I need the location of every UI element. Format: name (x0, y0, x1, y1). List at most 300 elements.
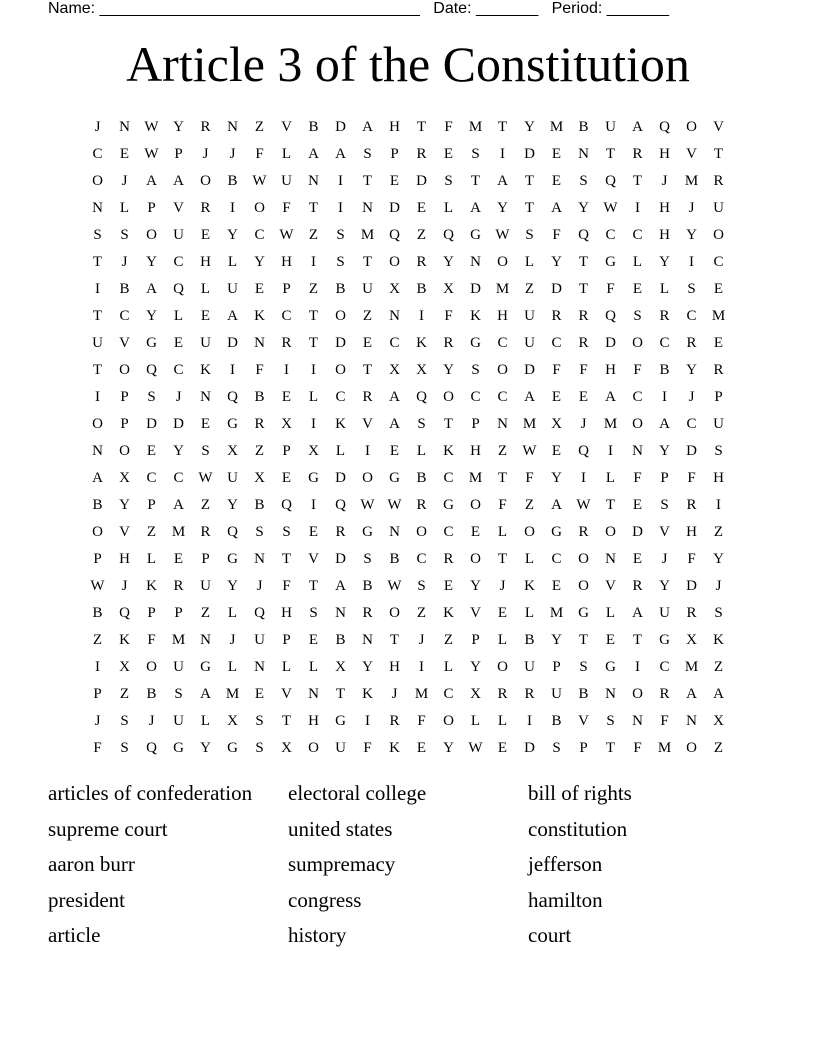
grid-letter: W (603, 200, 618, 216)
grid-letter: P (660, 470, 669, 486)
grid-letter: A (470, 200, 481, 216)
grid-letter: T (524, 173, 535, 189)
grid-letter: P (147, 200, 156, 216)
grid-letter: Q (146, 362, 157, 378)
grid-letter: F (444, 119, 453, 135)
grid-letter: R (362, 389, 373, 405)
grid-letter: R (281, 335, 292, 351)
word-bank-item: article (48, 923, 101, 947)
grid-letter: D (686, 578, 697, 594)
grid-letter: S (633, 308, 642, 324)
grid-letter: T (308, 308, 319, 324)
grid-letter: R (200, 119, 211, 135)
grid-letter: P (471, 416, 480, 432)
grid-letter: S (525, 227, 534, 243)
grid-letter: T (308, 578, 319, 594)
grid-letter: S (255, 713, 264, 729)
word-bank-item: jefferson (528, 852, 603, 876)
grid-letter: A (524, 389, 535, 405)
grid-letter: L (470, 713, 481, 729)
grid-letter: H (281, 605, 292, 621)
grid-letter: R (686, 335, 697, 351)
grid-letter: Q (227, 389, 238, 405)
word-bank-item: united states (288, 816, 393, 841)
grid-letter: F (633, 362, 642, 378)
grid-letter: S (606, 713, 615, 729)
grid-letter: W (522, 443, 537, 459)
grid-letter: Y (686, 362, 697, 378)
grid-letter: L (227, 254, 238, 270)
grid-letter: T (524, 200, 535, 216)
grid-letter: C (659, 335, 670, 351)
grid-letter: K (200, 362, 211, 378)
grid-letter: N (497, 416, 508, 432)
grid-letter: F (498, 497, 507, 513)
grid-letter: F (444, 308, 453, 324)
grid-letter: I (95, 389, 100, 405)
grid-letter: E (173, 551, 184, 567)
grid-letter: J (202, 146, 209, 162)
word-bank-item: supreme court (48, 816, 168, 841)
grid-letter: D (389, 200, 400, 216)
grid-letter: T (578, 632, 589, 648)
grid-letter: C (389, 335, 400, 351)
grid-letter: I (635, 200, 640, 216)
grid-letter: F (417, 713, 426, 729)
grid-letter: Z (416, 227, 427, 243)
grid-letter: O (443, 713, 454, 729)
grid-letter: N (389, 524, 400, 540)
grid-letter: N (308, 686, 319, 702)
grid-letter: L (146, 551, 157, 567)
grid-letter: R (416, 254, 427, 270)
grid-letter: T (632, 173, 643, 189)
grid-letter: P (579, 740, 588, 756)
grid-letter: B (362, 578, 373, 594)
grid-letter: N (92, 200, 103, 216)
grid-letter: K (119, 632, 130, 648)
grid-letter: X (227, 713, 238, 729)
grid-letter: D (173, 416, 184, 432)
grid-letter: Q (416, 389, 427, 405)
grid-letter: R (632, 146, 643, 162)
grid-letter: H (713, 470, 724, 486)
grid-letter: Y (200, 740, 211, 756)
grid-letter: B (335, 632, 346, 648)
grid-letter: A (605, 389, 616, 405)
grid-letter: M (495, 281, 510, 297)
grid-letter: S (363, 551, 372, 567)
grid-letter: F (282, 200, 291, 216)
grid-letter: R (254, 416, 265, 432)
grid-letter: L (416, 443, 427, 459)
grid-letter: Z (308, 227, 319, 243)
grid-letter: U (173, 713, 184, 729)
grid-row (84, 546, 732, 573)
worksheet-header (48, 0, 669, 18)
grid-letter: R (632, 578, 643, 594)
grid-letter: V (713, 119, 724, 135)
grid-letter: A (335, 578, 346, 594)
grid-letter: R (416, 146, 427, 162)
grid-letter: O (92, 416, 103, 432)
grid-letter: P (201, 551, 210, 567)
grid-letter: O (632, 416, 643, 432)
grid-letter: Y (443, 740, 454, 756)
grid-letter: U (524, 308, 535, 324)
grid-letter: C (470, 389, 481, 405)
grid-letter: I (311, 362, 316, 378)
grid-letter: J (148, 713, 155, 729)
grid-letter: T (497, 119, 508, 135)
grid-letter: P (93, 551, 102, 567)
grid-letter: C (605, 227, 616, 243)
grid-letter: E (200, 227, 211, 243)
grid-letter: C (92, 146, 103, 162)
grid-letter: L (308, 389, 319, 405)
grid-letter: O (119, 362, 130, 378)
grid-letter: T (362, 254, 373, 270)
grid-letter: N (605, 551, 616, 567)
grid-letter: G (551, 524, 562, 540)
grid-letter: L (497, 632, 508, 648)
grid-letter: Y (686, 227, 697, 243)
page-title: Article 3 of the Constitution (126, 36, 690, 92)
grid-letter: S (417, 416, 426, 432)
grid-letter: E (416, 740, 427, 756)
grid-letter: E (470, 524, 481, 540)
grid-letter: U (227, 470, 238, 486)
grid-letter: X (119, 470, 130, 486)
grid-letter: S (93, 227, 102, 243)
grid-letter: F (552, 227, 561, 243)
grid-letter: N (227, 119, 238, 135)
grid-letter: J (499, 578, 506, 594)
grid-letter: L (659, 281, 670, 297)
grid-letter: E (200, 416, 211, 432)
grid-letter: I (419, 308, 424, 324)
grid-letter: Y (551, 254, 562, 270)
grid-letter: T (497, 551, 508, 567)
grid-letter: U (659, 605, 670, 621)
grid-letter: K (362, 686, 373, 702)
grid-letter: G (335, 713, 346, 729)
grid-letter: S (120, 713, 129, 729)
grid-letter: B (335, 281, 346, 297)
grid-letter: B (254, 389, 265, 405)
grid-letter: L (308, 659, 319, 675)
grid-letter: Z (200, 497, 211, 513)
date-blank: _______ (475, 0, 539, 17)
grid-letter: Q (659, 119, 670, 135)
grid-letter: J (715, 578, 722, 594)
grid-letter: Y (470, 659, 481, 675)
grid-letter: L (524, 254, 535, 270)
grid-letter: U (254, 632, 265, 648)
grid-letter: I (311, 416, 316, 432)
grid-letter: D (335, 119, 346, 135)
grid-letter: S (120, 227, 129, 243)
word-bank (48, 778, 768, 956)
grid-row (84, 411, 732, 438)
grid-letter: X (443, 281, 454, 297)
grid-letter: Z (713, 659, 724, 675)
grid-letter: M (549, 119, 564, 135)
grid-letter: Y (254, 254, 265, 270)
grid-letter: C (551, 335, 562, 351)
grid-letter: C (173, 470, 184, 486)
grid-letter: K (470, 308, 481, 324)
grid-letter: Z (524, 497, 535, 513)
grid-letter: F (687, 470, 696, 486)
grid-letter: L (227, 605, 238, 621)
grid-letter: A (686, 686, 697, 702)
grid-letter: R (443, 335, 454, 351)
grid-letter: J (391, 686, 398, 702)
grid-letter: N (119, 119, 130, 135)
grid-letter: G (227, 416, 238, 432)
grid-letter: I (338, 200, 343, 216)
grid-letter: U (524, 335, 535, 351)
grid-letter: H (470, 443, 481, 459)
grid-letter: W (387, 497, 402, 513)
grid-letter: A (335, 146, 346, 162)
grid-letter: E (551, 146, 562, 162)
grid-letter: O (713, 227, 724, 243)
grid-letter: Y (173, 443, 184, 459)
grid-letter: R (686, 605, 697, 621)
grid-letter: M (684, 173, 699, 189)
grid-letter: C (632, 389, 643, 405)
grid-letter: E (497, 605, 508, 621)
grid-letter: B (92, 497, 103, 513)
grid-letter: G (443, 497, 454, 513)
grid-letter: O (497, 659, 508, 675)
grid-letter: H (281, 254, 292, 270)
grid-letter: C (335, 389, 346, 405)
grid-letter: L (335, 443, 346, 459)
grid-letter: I (662, 389, 667, 405)
grid-letter: B (524, 632, 535, 648)
grid-letter: X (686, 632, 697, 648)
grid-letter: O (389, 254, 400, 270)
grid-letter: E (713, 281, 724, 297)
grid-letter: V (605, 578, 616, 594)
grid-letter: U (335, 740, 346, 756)
grid-letter: J (418, 632, 425, 648)
grid-row (84, 114, 732, 141)
grid-letter: I (500, 146, 505, 162)
grid-letter: X (119, 659, 130, 675)
grid-letter: W (576, 497, 591, 513)
grid-letter: N (308, 173, 319, 189)
grid-letter: Y (659, 443, 670, 459)
grid-letter: T (389, 632, 400, 648)
grid-letter: R (200, 200, 211, 216)
grid-letter: H (119, 551, 130, 567)
grid-letter: F (363, 740, 372, 756)
grid-letter: E (254, 281, 265, 297)
grid-letter: U (227, 281, 238, 297)
grid-letter: Z (443, 632, 454, 648)
grid-letter: P (282, 281, 291, 297)
grid-letter: Q (578, 227, 589, 243)
grid-letter: X (416, 362, 427, 378)
grid-letter: S (417, 578, 426, 594)
grid-letter: M (225, 686, 240, 702)
grid-letter: W (144, 119, 159, 135)
grid-letter: O (92, 524, 103, 540)
grid-letter: B (119, 281, 130, 297)
grid-letter: G (308, 470, 319, 486)
grid-letter: R (659, 308, 670, 324)
grid-letter: P (147, 497, 156, 513)
grid-row (84, 519, 732, 546)
grid-letter: C (443, 524, 454, 540)
grid-letter: M (711, 308, 726, 324)
grid-letter: N (254, 551, 265, 567)
grid-letter: L (605, 605, 616, 621)
grid-letter: D (146, 416, 157, 432)
grid-letter: P (174, 146, 183, 162)
grid-letter: Y (659, 254, 670, 270)
grid-letter: C (443, 470, 454, 486)
grid-letter: H (605, 362, 616, 378)
grid-letter: G (605, 659, 616, 675)
grid-letter: K (443, 443, 454, 459)
grid-letter: I (581, 470, 586, 486)
grid-letter: N (254, 335, 265, 351)
grid-letter: T (92, 308, 103, 324)
grid-letter: L (443, 200, 454, 216)
grid-letter: E (362, 335, 373, 351)
grid-letter: S (579, 659, 588, 675)
grid-letter: L (281, 659, 292, 675)
date-label: Date: (433, 0, 472, 17)
grid-letter: J (661, 551, 668, 567)
grid-letter: Z (254, 443, 265, 459)
grid-letter: V (173, 200, 184, 216)
grid-letter: Z (146, 524, 157, 540)
grid-letter: A (632, 605, 643, 621)
grid-letter: T (281, 551, 292, 567)
grid-letter: S (660, 497, 669, 513)
grid-letter: R (713, 173, 724, 189)
grid-letter: W (279, 227, 294, 243)
grid-letter: E (578, 389, 589, 405)
grid-letter: W (252, 173, 267, 189)
grid-letter: R (524, 686, 535, 702)
grid-letter: G (362, 524, 373, 540)
grid-letter: X (713, 713, 724, 729)
grid-letter: C (551, 551, 562, 567)
grid-letter: Q (119, 605, 130, 621)
grid-letter: Q (335, 497, 346, 513)
grid-letter: E (173, 335, 184, 351)
grid-letter: O (335, 308, 346, 324)
grid-letter: R (416, 497, 427, 513)
grid-letter: O (470, 551, 481, 567)
grid-letter: B (254, 497, 265, 513)
grid-letter: J (94, 119, 101, 135)
grid-letter: Z (254, 119, 265, 135)
grid-letter: B (578, 686, 589, 702)
grid-letter: I (95, 281, 100, 297)
grid-letter: Y (578, 200, 589, 216)
grid-letter: Y (146, 254, 157, 270)
grid-letter: R (497, 686, 508, 702)
grid-letter: S (282, 524, 291, 540)
grid-letter: E (200, 308, 211, 324)
grid-letter: S (444, 173, 453, 189)
grid-letter: L (227, 659, 238, 675)
grid-letter: Y (659, 578, 670, 594)
grid-letter: C (254, 227, 265, 243)
grid-letter: E (551, 389, 562, 405)
grid-letter: O (605, 524, 616, 540)
grid-letter: L (173, 308, 184, 324)
grid-letter: I (311, 497, 316, 513)
word-bank-item: president (48, 887, 125, 912)
grid-letter: N (362, 632, 373, 648)
grid-letter: Y (443, 254, 454, 270)
grid-letter: P (552, 659, 561, 675)
grid-letter: D (335, 470, 346, 486)
grid-letter: A (362, 119, 373, 135)
grid-letter: C (497, 389, 508, 405)
grid-letter: G (389, 470, 400, 486)
grid-letter: T (605, 740, 616, 756)
grid-letter: D (335, 335, 346, 351)
grid-letter: L (605, 470, 616, 486)
grid-row (84, 681, 732, 708)
grid-letter: C (686, 416, 697, 432)
grid-letter: G (227, 740, 238, 756)
grid-letter: V (119, 335, 130, 351)
grid-letter: U (281, 173, 292, 189)
grid-letter: J (580, 416, 587, 432)
grid-letter: V (470, 605, 481, 621)
grid-letter: Q (605, 173, 616, 189)
grid-row (84, 168, 732, 195)
grid-letter: B (416, 281, 427, 297)
grid-letter: C (281, 308, 292, 324)
grid-letter: N (578, 146, 589, 162)
grid-letter: A (659, 416, 670, 432)
grid-letter: O (389, 605, 400, 621)
letter-grid (84, 114, 732, 762)
grid-letter: R (335, 524, 346, 540)
grid-row (84, 438, 732, 465)
grid-letter: O (632, 335, 643, 351)
grid-letter: C (686, 308, 697, 324)
name-label: Name: (48, 0, 96, 17)
grid-letter: W (90, 578, 105, 594)
grid-letter: F (93, 740, 102, 756)
grid-letter: M (684, 659, 699, 675)
grid-letter: T (605, 497, 616, 513)
grid-letter: J (121, 173, 128, 189)
grid-letter: U (92, 335, 103, 351)
grid-letter: G (227, 551, 238, 567)
grid-letter: C (659, 659, 670, 675)
grid-letter: O (686, 740, 697, 756)
grid-letter: Z (119, 686, 130, 702)
grid-letter: E (551, 578, 562, 594)
grid-letter: S (255, 740, 264, 756)
grid-letter: J (94, 713, 101, 729)
grid-letter: P (282, 632, 291, 648)
